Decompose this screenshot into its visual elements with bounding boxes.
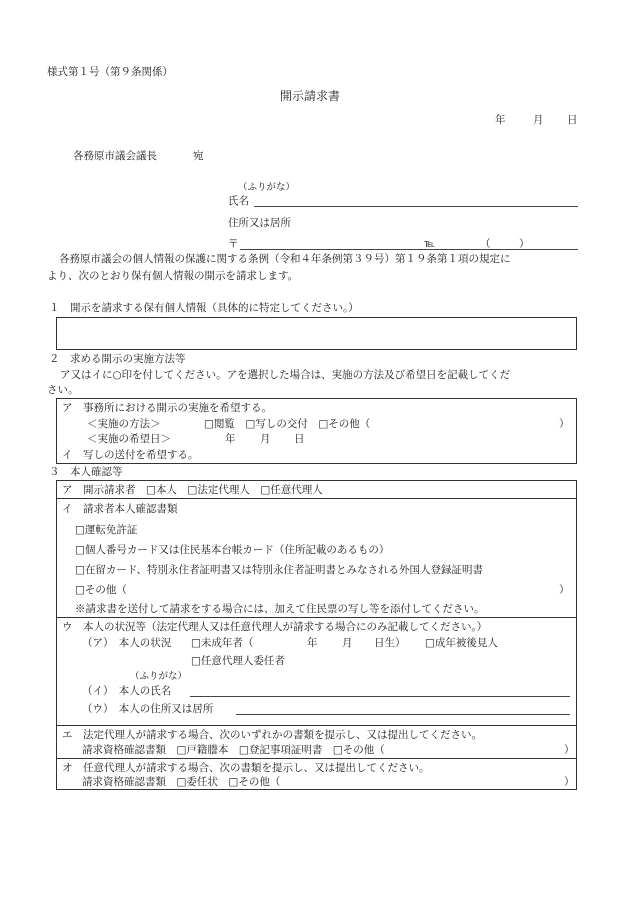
- method-label: ＜実施の方法＞: [87, 418, 161, 430]
- u-born-label: 日生）: [374, 637, 406, 649]
- date-year-label: 年: [495, 114, 506, 126]
- divider: [56, 725, 577, 726]
- requester-address-label: 住所又は居所: [228, 217, 291, 229]
- section2-note-line-1: ア又はイに○印を付してください。アを選択した場合は、実施の方法及び希望日を記載してくだ: [60, 369, 511, 381]
- intro-line-2: より、次のとおり保有個人情報の開示を請求します。: [47, 270, 299, 282]
- u-adult-ward-option[interactable]: □成年被後見人: [425, 637, 498, 649]
- requester-furigana-label: （ふりがな）: [238, 182, 296, 193]
- u-name-field[interactable]: [190, 696, 570, 697]
- u-address-field[interactable]: [236, 714, 570, 715]
- option-a-label[interactable]: ア 事務所における開示の実施を希望する。: [62, 402, 272, 414]
- date-label: ＜実施の希望日＞: [87, 433, 171, 445]
- date-month-label: 月: [533, 114, 544, 126]
- o-docs-close: ）: [564, 776, 575, 788]
- section3-u-heading: ウ 本人の状況等（法定代理人又は任意代理人が請求する場合にのみ記載してください。）: [62, 621, 488, 633]
- u-delegator-option[interactable]: □任意代理人委任者: [191, 655, 285, 667]
- section3-i-heading: イ 請求者本人確認書類: [62, 503, 178, 515]
- section1-heading: １ 開示を請求する保有個人情報（具体的に特定してください。）: [49, 302, 359, 314]
- u-month-label: 月: [342, 637, 353, 649]
- i-item-other-close: ）: [559, 584, 570, 596]
- i-item-drivers-license[interactable]: □運転免許証: [75, 524, 138, 536]
- u-address-label: （ウ） 本人の住所又は居所: [82, 703, 214, 715]
- form-number: 様式第１号（第９条関係）: [47, 66, 173, 78]
- section3-o-heading: オ 任意代理人が請求する場合、次の書類を提示し、又は提出してください。: [62, 762, 430, 774]
- hope-month-label: 月: [260, 433, 271, 445]
- section2-heading: ２ 求める開示の実施方法等: [49, 353, 186, 365]
- requester-name-field[interactable]: [254, 206, 578, 207]
- i-note: ※請求書を送付して請求をする場合には、加えて住民票の写し等を添付してください。: [75, 603, 485, 615]
- addressee-suffix: 宛: [193, 150, 204, 162]
- requester-name-label: 氏名: [228, 195, 249, 207]
- i-item-other[interactable]: □その他（: [75, 584, 127, 596]
- u-year-label: 年: [307, 637, 318, 649]
- section1-input-box[interactable]: [56, 317, 577, 350]
- divider: [56, 758, 577, 759]
- section3-a-row[interactable]: ア 開示請求者 □本人 □法定代理人 □任意代理人: [62, 484, 323, 496]
- u-name-label: （イ） 本人の氏名: [82, 685, 172, 697]
- method-close-paren: ）: [559, 418, 570, 430]
- e-docs[interactable]: 請求資格確認書類 □戸籍謄本 □登記事項証明書 □その他（: [82, 744, 385, 756]
- u-furigana-label: （ふりがな）: [130, 671, 188, 682]
- tel-paren-open: （: [480, 238, 491, 250]
- postal-mark: 〒: [228, 238, 239, 250]
- section3-heading: ３ 本人確認等: [49, 466, 123, 478]
- page-title: 開示請求書: [280, 89, 341, 103]
- intro-line-1: 各務原市議会の個人情報の保護に関する条例（令和４年条例第３９号）第１９条第１項の規定に: [59, 253, 511, 265]
- hope-day-label: 日: [294, 433, 305, 445]
- addressee-name: 各務原市議会議長: [73, 150, 157, 162]
- tel-mark: ℡: [424, 238, 436, 250]
- option-b-label[interactable]: イ 写しの送付を希望する。: [62, 449, 199, 461]
- section2-note-line-2: さい。: [47, 384, 79, 396]
- date-day-label: 日: [567, 114, 578, 126]
- i-item-individual-card[interactable]: □個人番号カード又は住民基本台帳カード（住所記載のあるもの）: [75, 544, 390, 556]
- method-options[interactable]: □閲覧 □写しの交付 □その他（: [204, 418, 371, 430]
- hope-year-label: 年: [225, 433, 236, 445]
- e-docs-close: ）: [564, 744, 575, 756]
- tel-paren-close: ）: [519, 238, 530, 250]
- o-docs[interactable]: 請求資格確認書類 □委任状 □その他（: [82, 776, 281, 788]
- divider: [56, 617, 577, 618]
- i-item-residence-card[interactable]: □在留カード、特別永住者証明書又は特別永住者証明書とみなされる外国人登録証明書: [75, 564, 483, 576]
- section3-e-heading: エ 法定代理人が請求する場合、次のいずれかの書類を提示し、又は提出してください。: [62, 729, 482, 741]
- u-minor-option[interactable]: □未成年者（: [191, 637, 254, 649]
- divider: [56, 498, 577, 499]
- u-status-label: （ア） 本人の状況: [82, 637, 172, 649]
